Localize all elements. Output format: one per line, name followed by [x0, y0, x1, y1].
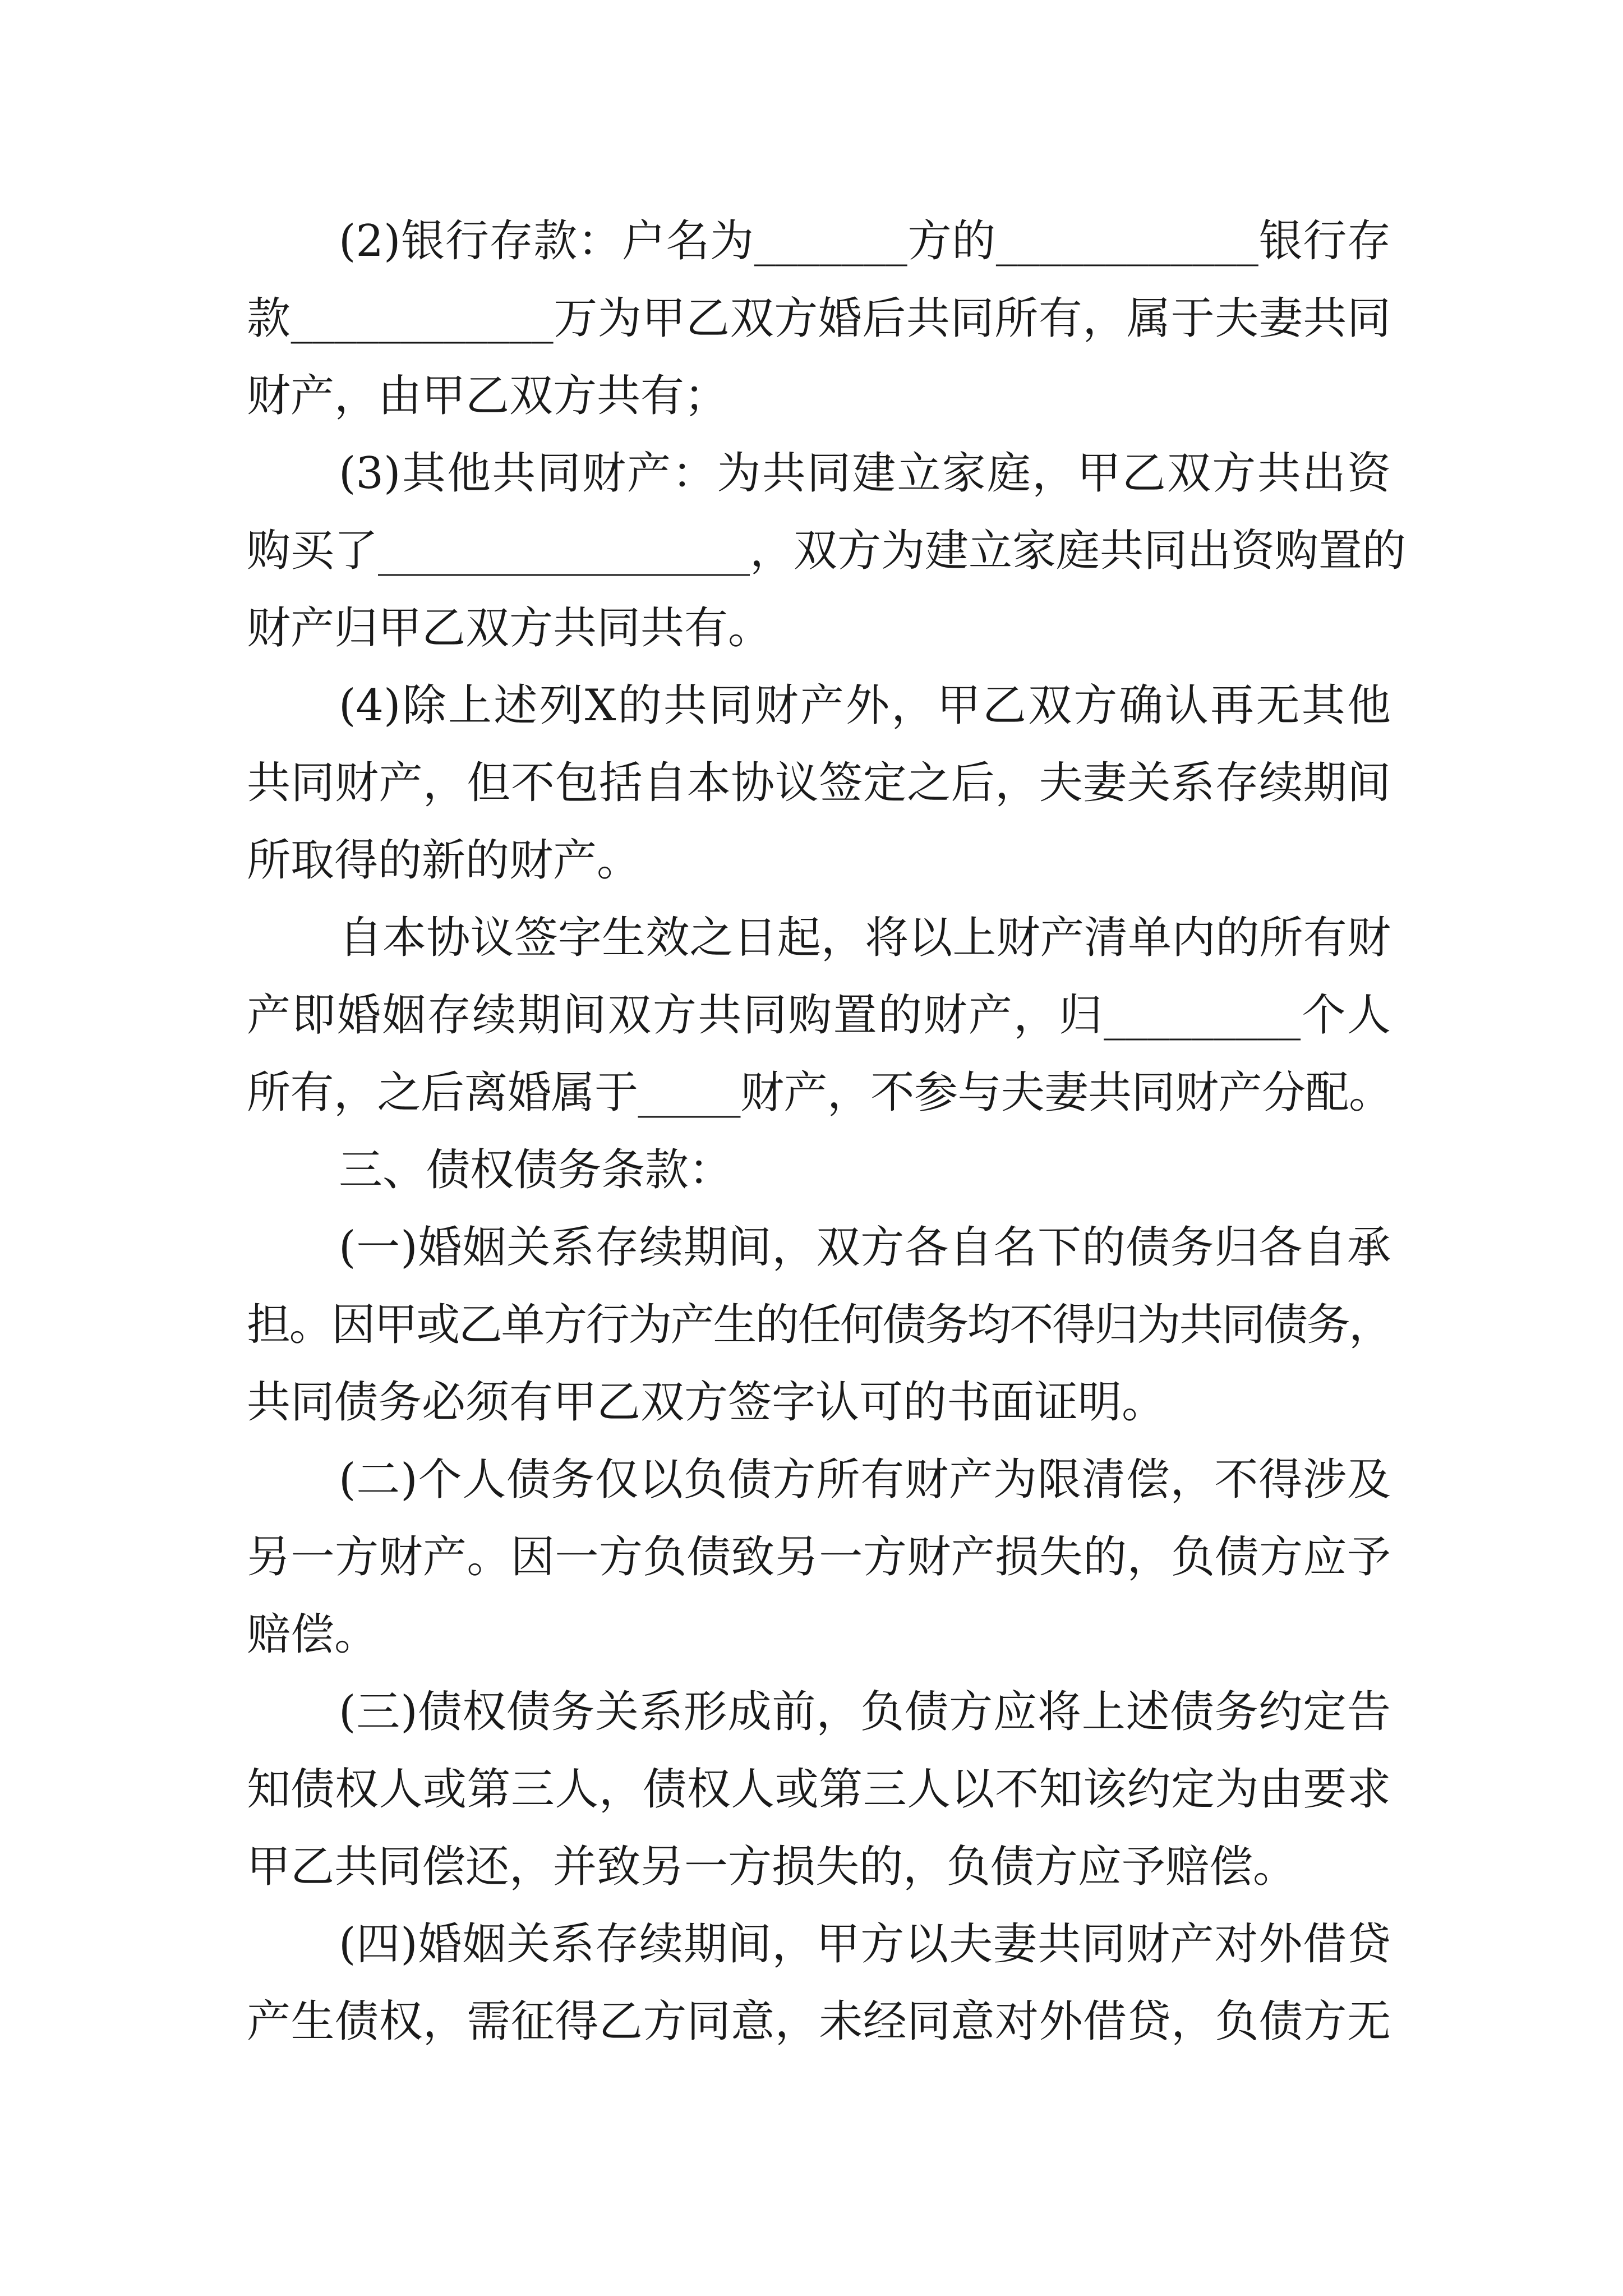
text-line: 款____________万为甲乙双方婚后共同所有，属于夫妻共同 [247, 293, 1391, 344]
text-line: (3)其他共同财产：为共同建立家庭，甲乙双方共出资 [339, 448, 1391, 499]
text-line: (一)婚姻关系存续期间，双方各自名下的债务归各自承 [339, 1222, 1391, 1273]
text-line: 产生债权，需征得乙方同意，未经同意对外借贷，负债方无 [247, 1996, 1391, 2047]
section-heading: 三、债权债务条款： [339, 1145, 733, 1195]
text-line: (四)婚姻关系存续期间，甲方以夫妻共同财产对外借贷 [339, 1919, 1391, 1970]
text-line: 共同债务必须有甲乙双方签字认可的书面证明。 [247, 1377, 1166, 1428]
text-line: 共同财产，但不包括自本协议签定之后，夫妻关系存续期间 [247, 758, 1391, 808]
text-line: 知债权人或第三人，债权人或第三人以不知该约定为由要求 [247, 1764, 1391, 1815]
text-line: 所取得的新的财产。 [247, 835, 641, 886]
text-line: 自本协议签字生效之日起，将以上财产清单内的所有财 [339, 913, 1391, 963]
text-line: 财产，由甲乙双方共有； [247, 371, 728, 421]
text-line: 产即婚姻存续期间双方共同购置的财产，归_________个人 [247, 990, 1391, 1041]
text-line: (2)银行存款：户名为_______方的____________银行存 [339, 216, 1391, 266]
text-line: 甲乙共同偿还，并致另一方损失的，负债方应予赔偿。 [247, 1842, 1297, 1892]
text-line: 赔偿。 [247, 1609, 379, 1660]
text-line: 担。因甲或乙单方行为产生的任何债务均不得归为共同债务， [247, 1300, 1391, 1350]
text-line: (4)除上述列X的共同财产外，甲乙双方确认再无其他 [339, 680, 1391, 731]
text-line: 财产归甲乙双方共同共有。 [247, 603, 772, 654]
text-line: 另一方财产。因一方负债致另一方财产损失的，负债方应予 [247, 1532, 1391, 1582]
text-line: (二)个人债务仅以负债方所有财产为限清偿，不得涉及 [339, 1455, 1391, 1505]
text-line: 所有，之后离婚属于_____财产，不参与夫妻共同财产分配。 [247, 1068, 1391, 1118]
text-line: 购买了_________________，双方为建立家庭共同出资购置的 [247, 526, 1407, 576]
text-line: (三)债权债务关系形成前，负债方应将上述债务约定告 [339, 1687, 1391, 1737]
